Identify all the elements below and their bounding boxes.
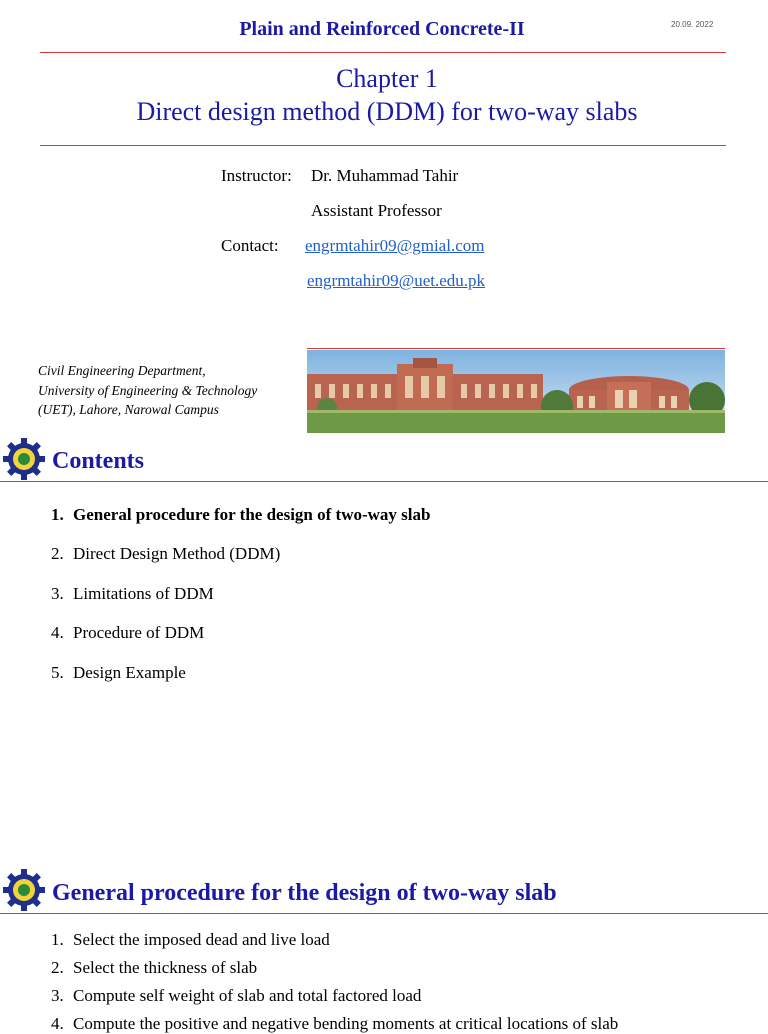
contents-item-text: Design Example (73, 663, 186, 682)
uet-gear-logo-icon (2, 437, 46, 481)
course-title: Plain and Reinforced Concrete-II (239, 18, 525, 40)
procedure-step-2 (51, 958, 257, 978)
contents-item-text: Direct Design Method (DDM) (73, 544, 281, 563)
procedure-rule (0, 913, 768, 914)
contents-item-text: Limitations of DDM (73, 584, 214, 603)
contents-item-1 (51, 505, 430, 525)
procedure-step-4 (51, 1014, 618, 1034)
campus-photo (307, 350, 725, 433)
contents-item-number: 2. (51, 544, 64, 563)
procedure-step-3 (51, 986, 421, 1006)
procedure-step-text: Select the thickness of slab (73, 958, 258, 977)
instructor-name: Dr. Muhammad Tahir (311, 166, 459, 185)
instructor-title: Assistant Professor (311, 201, 442, 220)
contents-item-number: 5. (51, 663, 64, 682)
contents-item-4 (51, 623, 204, 643)
contents-item-3 (51, 584, 214, 604)
slide-date: 20.09. 2022 (671, 20, 714, 29)
procedure-step-text: Select the imposed dead and live load (73, 930, 330, 949)
procedure-step-number: 4. (51, 1014, 64, 1033)
contents-item-text: General procedure for the design of two-way slab (73, 505, 431, 524)
email-link-gmail[interactable]: engrmtahir09@gmial.com (305, 236, 485, 255)
department-line-3: (UET), Lahore, Narowal Campus (38, 402, 219, 417)
contents-item-5 (51, 663, 186, 683)
contents-title: Contents (52, 448, 145, 474)
department-line-1: Civil Engineering Department, (38, 363, 206, 378)
procedure-step-1 (51, 930, 330, 950)
procedure-step-number: 2. (51, 958, 64, 977)
procedure-title: General procedure for the design of two-way slab (52, 880, 557, 906)
title-rule-bottom (40, 145, 726, 146)
contents-rule (0, 481, 768, 482)
chapter-title: Direct design method (DDM) for two-way slabs (136, 97, 638, 126)
contents-item-number: 4. (51, 623, 64, 642)
title-rule-top (40, 52, 726, 53)
uet-gear-logo-icon (2, 868, 46, 912)
procedure-step-number: 1. (51, 930, 64, 949)
contact-label: Contact: (221, 236, 279, 255)
procedure-step-text: Compute self weight of slab and total factored load (73, 986, 422, 1005)
contents-item-2 (51, 544, 280, 564)
department-line-2: University of Engineering & Technology (38, 382, 258, 398)
chapter-number: Chapter 1 (336, 64, 438, 93)
email-link-uet[interactable]: engrmtahir09@uet.edu.pk (307, 271, 486, 290)
procedure-step-text: Compute the positive and negative bending moments at critical locations of slab (73, 1014, 619, 1033)
contents-item-text: Procedure of DDM (73, 623, 205, 642)
contents-item-number: 1. (51, 505, 64, 524)
procedure-step-number: 3. (51, 986, 64, 1005)
photo-rule (307, 348, 725, 349)
instructor-label: Instructor: (221, 166, 292, 185)
department-address (38, 361, 257, 420)
contents-item-number: 3. (51, 584, 64, 603)
